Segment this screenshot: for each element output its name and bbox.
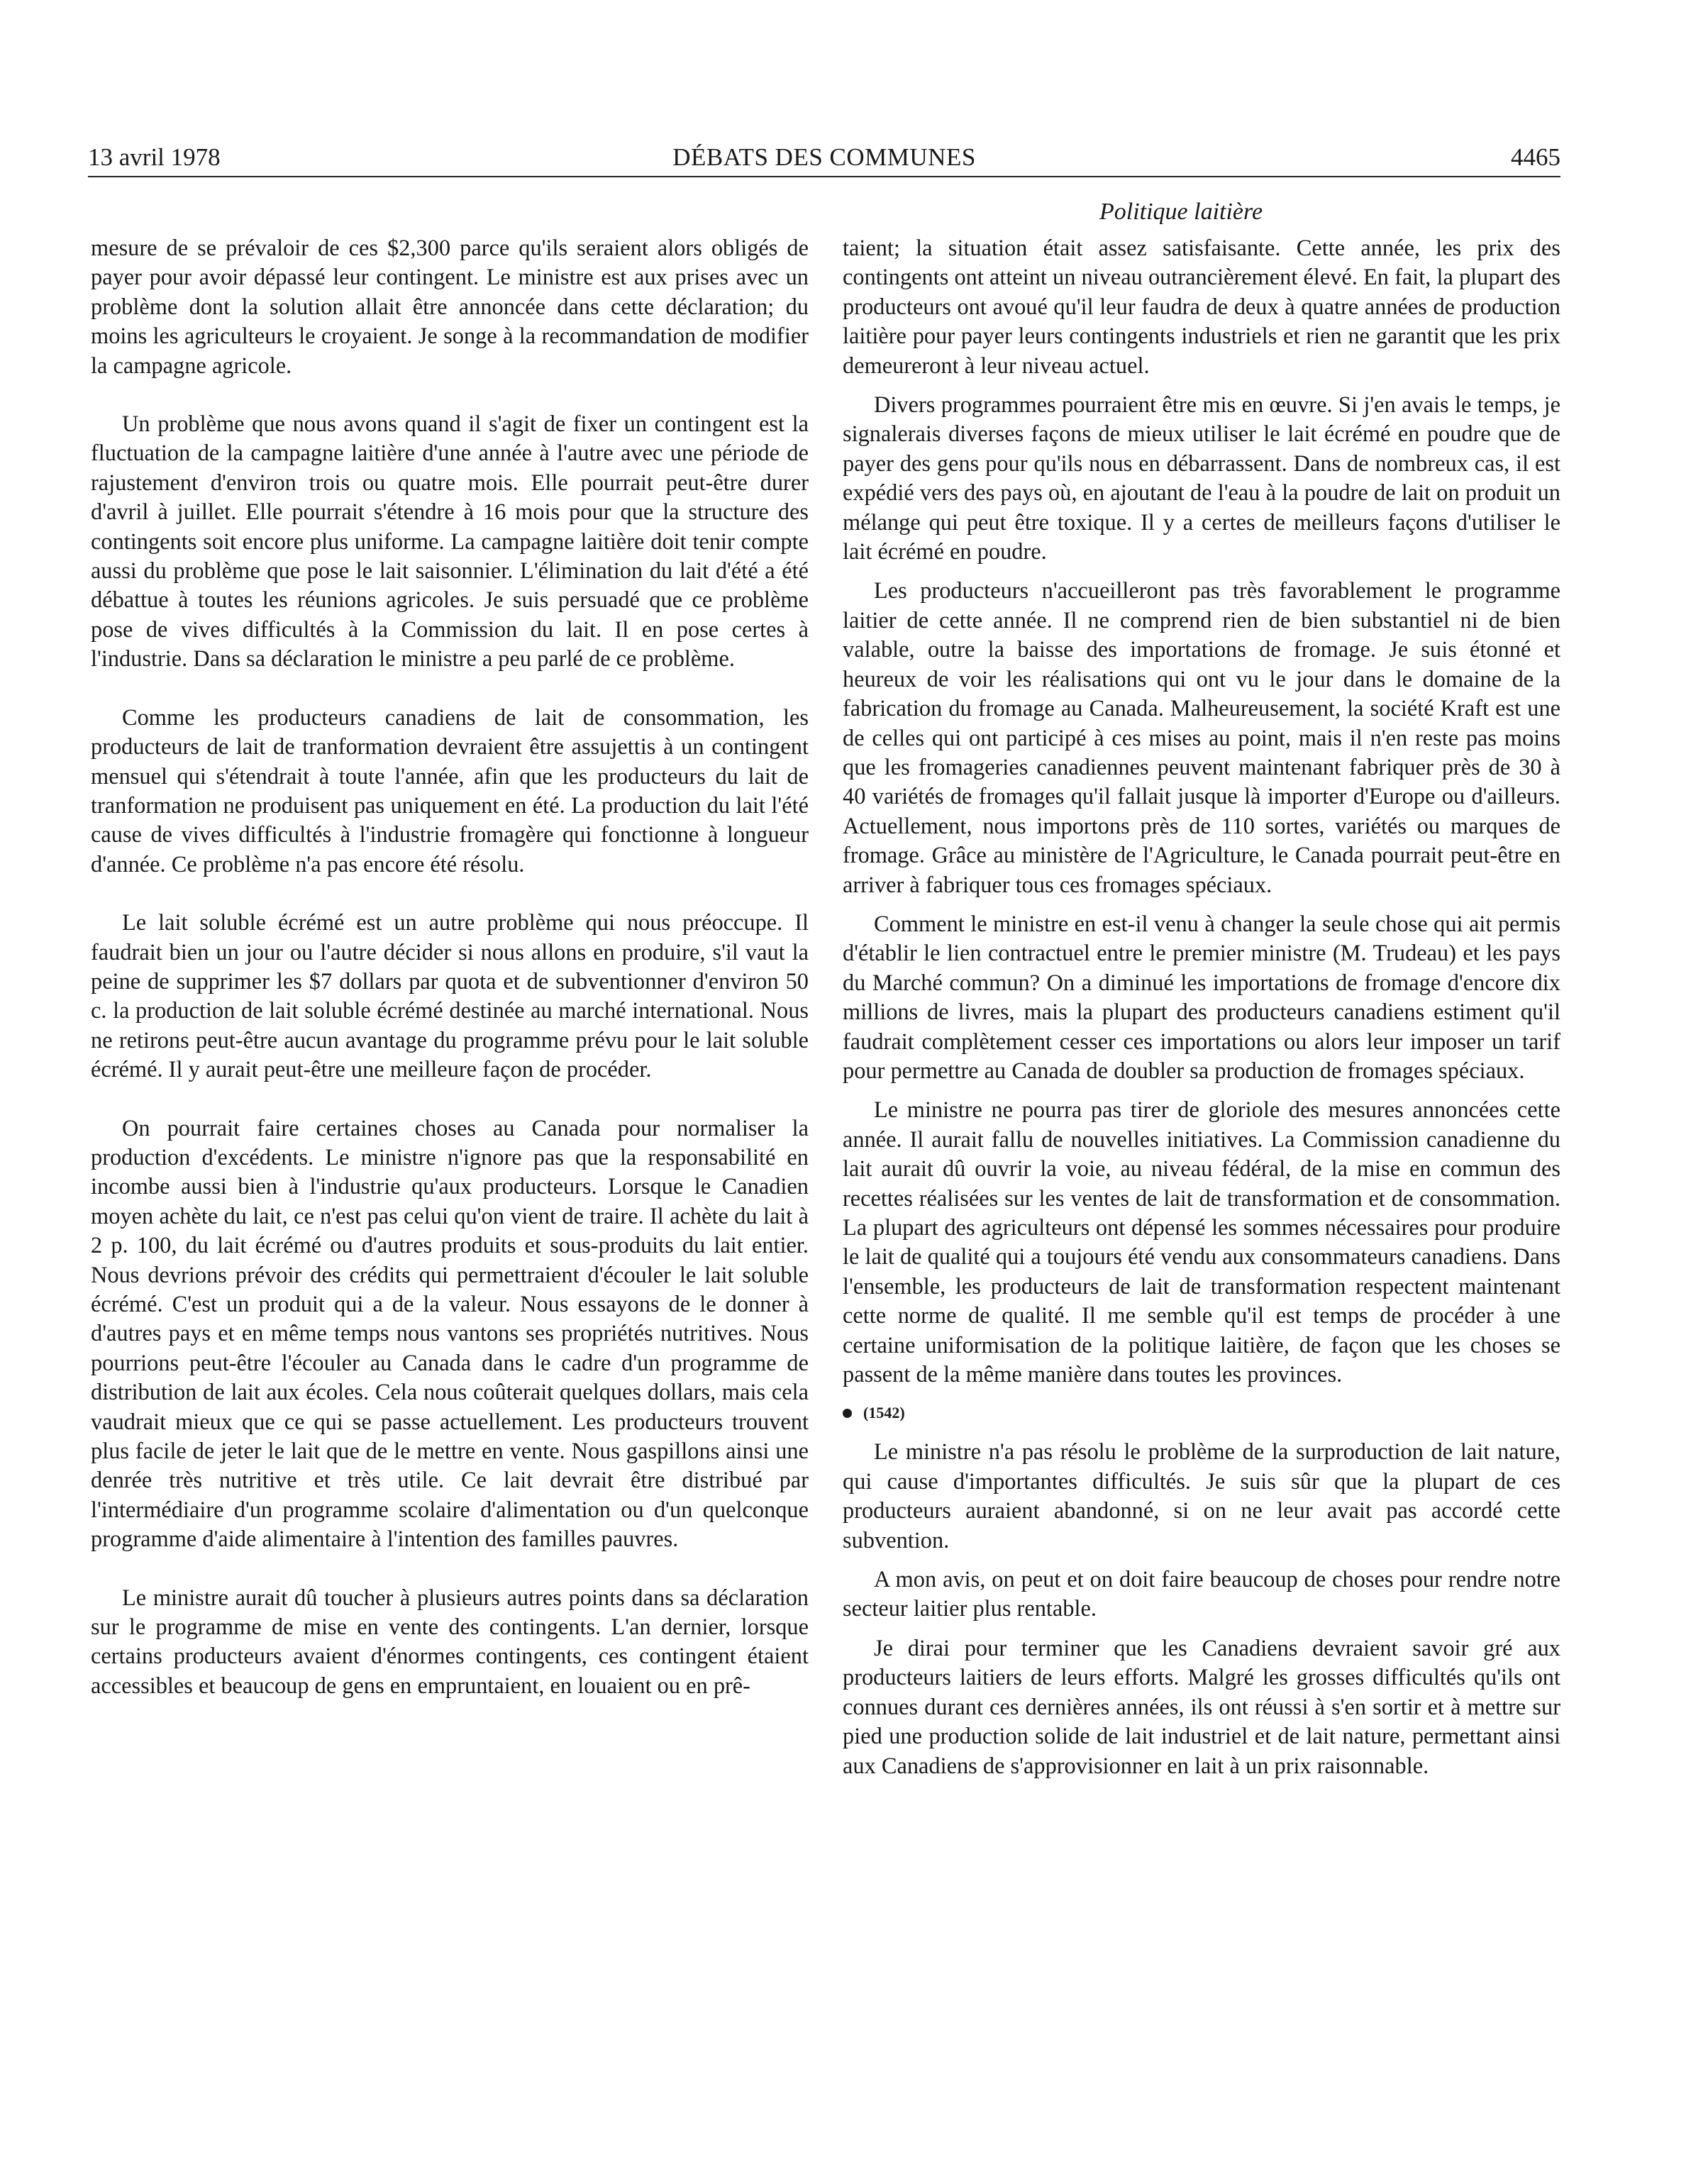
left-column bbox=[91, 234, 809, 1730]
paragraph: Un problème que nous avons quand il s'agit de fixer un contingent est la fluctuation de la campagne laitière d'une année à l'autre avec une période de rajustement d'environ trois ou quatre mois. Elle pourrait peut-être durer d'avril à juillet. Elle pourrait s'étendre à 16 mois pour que la structure des contingents soit encore plus uniforme. La campagne laitière doit tenir compte aussi du problème que pose le lait saisonnier. L'élimination du lait d'été a été débattue à toutes les réunions agricoles. Je suis persuadé que ce problème pose de vives difficultés à la Commission du lait. Il en pose certes à l'industrie. Dans sa déclaration le ministre a peu parlé de ce problème. bbox=[91, 411, 809, 672]
header-title: DÉBATS DES COMMUNES bbox=[672, 143, 976, 171]
running-head bbox=[88, 139, 1560, 177]
page-number: 4465 bbox=[1511, 143, 1560, 171]
paragraph: A mon avis, on peut et on doit faire beaucoup de choses pour rendre notre secteur laitier plus rentable. bbox=[843, 1567, 1560, 1622]
right-column bbox=[843, 234, 1560, 1791]
paragraph: Comme les producteurs canadiens de lait de consommation, les producteurs de lait de tranformation devraient être assujettis à un contingent mensuel qui s'étendrait à toute l'année, afin que les producteurs du lait de tranformation ne produisent pas uniquement en été. La production du lait l'été cause de vives difficultés à l'industrie fromagère qui fonctionne à longueur d'année. Ce problème n'a pas encore été résolu. bbox=[91, 704, 809, 877]
time-marker-label: (1542) bbox=[863, 1404, 905, 1422]
paragraph: Divers programmes pourraient être mis en œuvre. Si j'en avais le temps, je signalerais diverses façons de mieux utiliser le lait écrémé en poudre que de payer des gens pour qu'ils nous en débarrassent. Dans de nombreux cas, il est expédié vers des pays où, en ajoutant de l'eau à la poudre de lait on produit un mélange qui peut être toxique. Il y a certes de meilleurs façons d'utiliser le lait écrémé en poudre. bbox=[843, 392, 1560, 565]
paragraph: Le ministre ne pourra pas tirer de gloriole des mesures annoncées cette année. Il aurait fallu de nouvelles initiatives. La Commission canadienne du lait aurait dû ouvrir la voie, au niveau fédéral, de la mise en commun des recettes réalisées sur les ventes de lait de transformation et de consommation. La plupart des agriculteurs ont dépensé les sommes nécessaires pour produire le lait de qualité qui a toujours été vendu aux consommateurs canadiens. Dans l'ensemble, les producteurs de lait de transformation respectent maintenant cette norme de qualité. Il me semble qu'il est temps de procéder à une certaine uniformisation de la politique laitière, de façon que les choses se passent de la même manière dans toutes les provinces. bbox=[843, 1097, 1560, 1388]
paragraph: Comment le ministre en est-il venu à changer la seule chose qui ait permis d'établir le lien contractuel entre le premier ministre (M. Trudeau) et les pays du Marché commun? On a diminué les importations de fromage d'encore dix millions de livres, mais la plupart des producteurs canadiens estiment qu'il faudrait complètement cesser ces importations ou alors leur imposer un tarif pour permettre au Canada de doubler sa production de fromages spéciaux. bbox=[843, 911, 1560, 1084]
paragraph: Les producteurs n'accueilleront pas très favorablement le programme laitier de cette année. Il ne comprend rien de bien substantiel ni de bien valable, outre la baisse des importations de fromage. Je suis étonné et heureux de voir les réalisations qui ont vu le jour dans le domaine de la fabrication du fromage au Canada. Malheureusement, la société Kraft est une de celles qui ont participé à ces mises au point, mais il n'en reste pas moins que les fromageries canadiennes peuvent maintenant fabriquer près de 30 à 40 variétés de fromages qu'il fallait jusque là importer d'Europe ou d'ailleurs. Actuellement, nous importons près de 110 sortes, variétés ou marques de fromage. Grâce au ministère de l'Agriculture, le Canada pourrait peut-être en arriver à fabriquer tous ces fromages spéciaux. bbox=[843, 578, 1560, 898]
time-marker bbox=[843, 1402, 1560, 1424]
paragraph: On pourrait faire certaines choses au Canada pour normaliser la production d'excédents. Le ministre n'ignore pas que la responsabilité en incombe aussi bien à l'industrie qu'aux producteurs. Lorsque le Canadien moyen achète du lait, ce n'est pas celui qu'on vient de traire. Il achète du lait à 2 p. 100, du lait écrémé ou d'autres produits et sous-produits du lait entier. Nous devrions prévoir des crédits qui permettraient d'écouler le lait soluble écrémé. C'est un produit qui a de la valeur. Nous essayons de le donner à d'autres pays et en même temps nous vantons ses propriétés nutritives. Nous pourrions peut-être l'écouler au Canada dans le cadre d'un programme de distribution de lait aux écoles. Cela nous coûterait quelques dollars, mais cela vaudrait mieux que ce qui se passe actuellement. Les producteurs trouvent plus facile de jeter le lait que de le mettre en vente. Nous gaspillons ainsi une denrée très nutritive et très utile. Ce lait devrait être distribué par l'intermédiaire d'un programme scolaire d'alimentation ou d'un quelconque programme d'aide alimentaire à l'intention des familles pauvres. bbox=[91, 1115, 809, 1553]
paragraph: taient; la situation était assez satisfaisante. Cette année, les prix des contingents ont atteint un niveau outrancièrement élevé. En fait, la plupart des producteurs ont avoué qu'il leur faudra de deux à quatre années de production laitière pour payer leurs contingents industriels et rien ne garantit que les prix demeureront à leur niveau actuel. bbox=[843, 235, 1560, 379]
paragraph: Le ministre n'a pas résolu le problème de la surproduction de lait nature, qui cause d'importantes difficultés. Je suis sûr que la plupart de ces producteurs auraient abandonné, si on ne leur avait pas accordé cette subvention. bbox=[843, 1439, 1560, 1553]
section-heading: Politique laitière bbox=[1099, 199, 1263, 225]
paragraph: mesure de se prévaloir de ces $2,300 parce qu'ils seraient alors obligés de payer pour avoir dépassé leur contingent. Le ministre est aux prises avec un problème dont la solution allait être annoncée dans cette déclaration; du moins les agriculteurs le croyaient. Je songe à la recommandation de modifier la campagne agricole. bbox=[91, 235, 809, 379]
paragraph: Le lait soluble écrémé est un autre problème qui nous préoccupe. Il faudrait bien un jour ou l'autre décider si nous allons en produire, s'il vaut la peine de supprimer les $7 dollars par quota et de subventionner d'environ 50 c. la production de lait soluble écrémé destinée au marché international. Nous ne retirons peut-être aucun avantage du programme prévu pour le lait soluble écrémé. Il y aurait peut-être une meilleure façon de procéder. bbox=[91, 910, 809, 1083]
paragraph: Je dirai pour terminer que les Canadiens devraient savoir gré aux producteurs laitiers de leurs efforts. Malgré les grosses difficultés qu'ils ont connues durant ces dernières années, ils ont réussi à s'en sortir et à mettre sur pied une production solide de lait industriel et de lait nature, permettant ainsi aux Canadiens de s'approvisionner en lait à un prix raisonnable. bbox=[843, 1635, 1560, 1779]
header-date: 13 avril 1978 bbox=[88, 143, 221, 171]
bullet-icon bbox=[843, 1409, 852, 1418]
paragraph: Le ministre aurait dû toucher à plusieurs autres points dans sa déclaration sur le programme de mise en vente des contingents. L'an dernier, lorsque certains producteurs avaient d'énormes contingents, ces contingent étaient accessibles et beaucoup de gens en empruntaient, en louaient ou en prê- bbox=[91, 1585, 809, 1699]
